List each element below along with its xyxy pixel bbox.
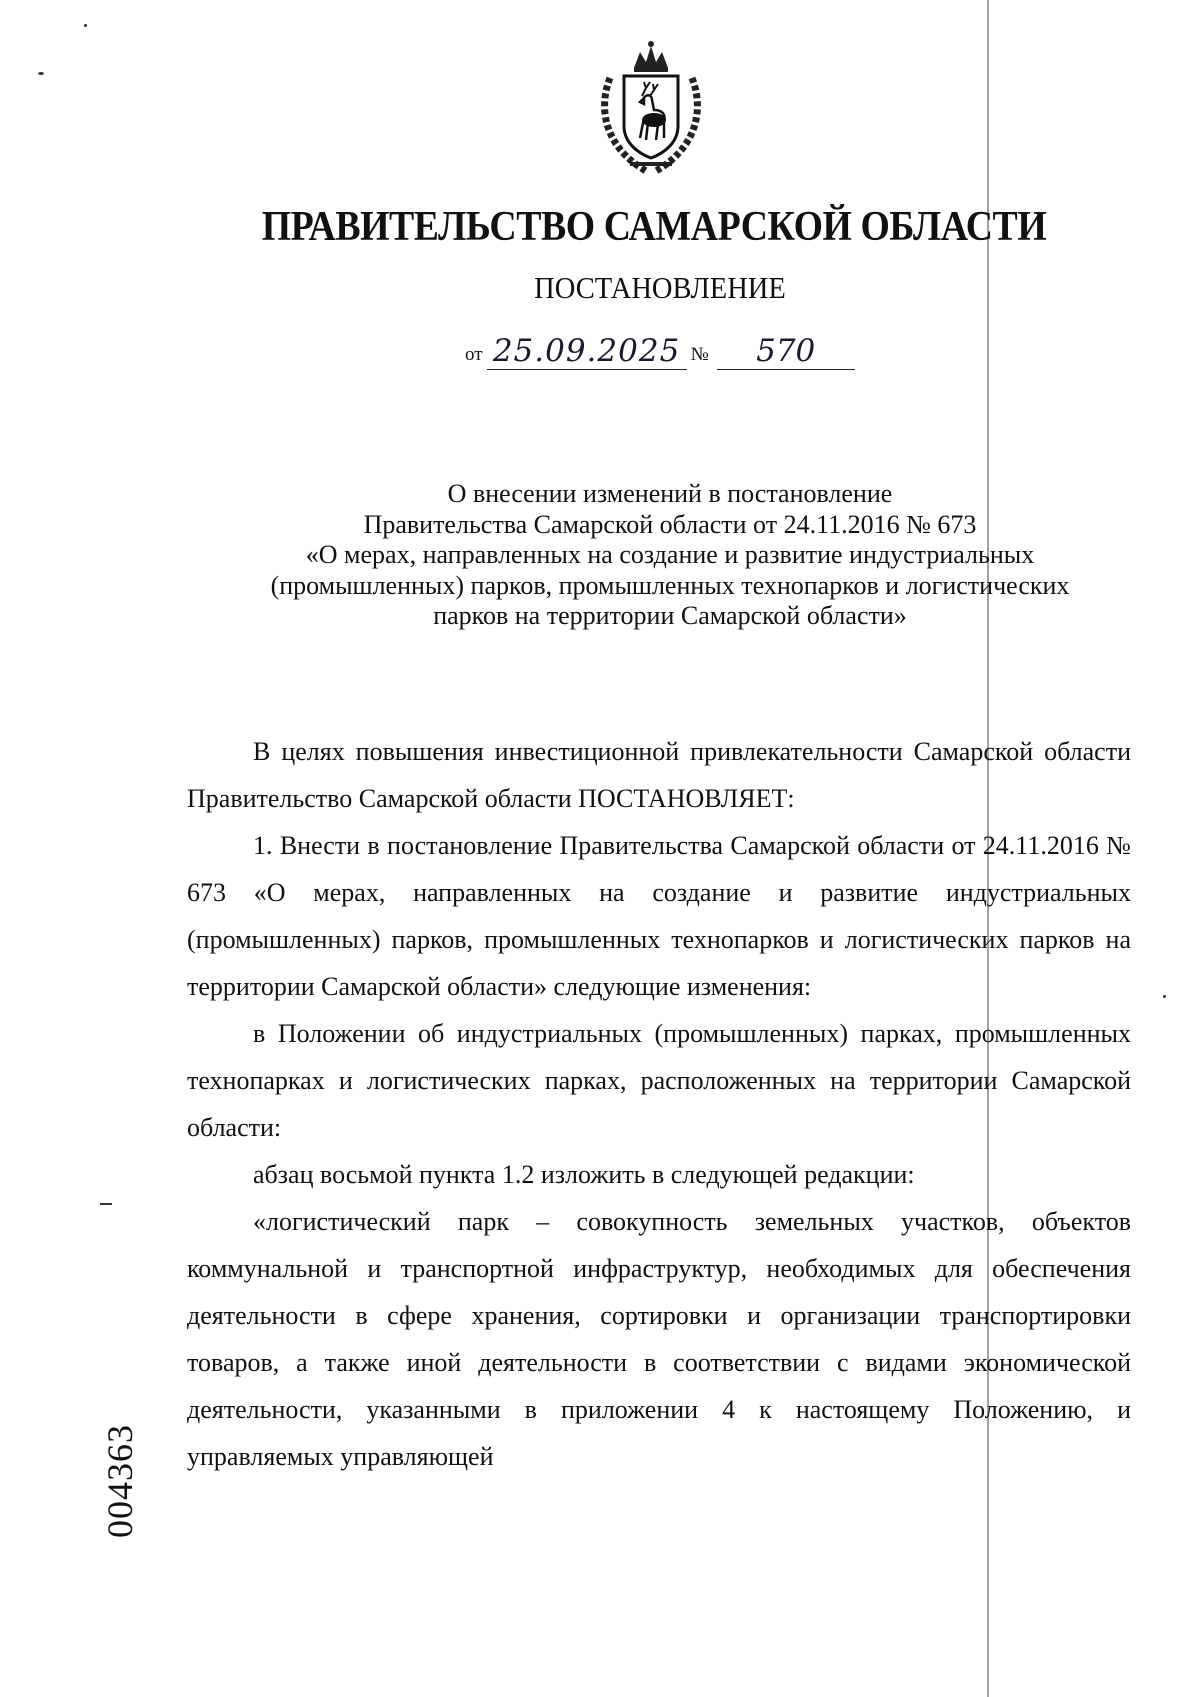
subject-line: парков на территории Самарской области» [433,601,907,630]
document-subject [215,479,1125,632]
samara-coat-of-arms-icon [590,38,712,178]
body-paragraph: 1. Внести в постановление Правительства Самарской области от 24.11.2016 № 673 «О мерах, направленных на создание и развитие индустриальных (промышленных) парков, промышленных технопарков и логистических парков на территории Самарской области» следующие изменения: [187,831,1131,1001]
scan-speck [100,1203,112,1205]
date-prefix: от [465,344,483,365]
handwritten-date: 25.09.2025 [487,333,687,370]
registration-number: 004363 [100,1424,140,1538]
body-paragraph: В целях повышения инвестиционной привлекательности Самарской области Правительство Самарской области ПОСТАНОВЛЯЕТ: [187,737,1131,813]
scan-speck [38,72,44,75]
subject-line: (промышленных) парков, промышленных технопарков и логистических [270,570,1070,600]
subject-line: Правительства Самарской области от 24.11.2016 № 673 [363,509,977,539]
scan-speck [1163,995,1166,998]
scan-speck [84,24,87,27]
subject-line: «О мерах, направленных на создание и развитие индустриальных [305,540,1035,569]
document-body [187,728,1131,1480]
subject-line: О внесении изменений в постановление [447,479,893,508]
number-prefix: № [690,344,709,365]
body-paragraph: «логистический парк – совокупность земельных участков, объектов коммунальной и транспортной инфраструктур, необходимых для обеспечения деятельности в сфере хранения, сортировки и организации транспортировки товаров, а также иной деятельности в соответствии с видами экономической деятельности, указанными в приложении 4 к настоящему Положению, и управляемых управляющей [187,1207,1131,1471]
body-paragraph: абзац восьмой пункта 1.2 изложить в следующей редакции: [253,1160,915,1189]
document-type: ПОСТАНОВЛЕНИЕ [534,270,786,305]
handwritten-number: 570 [717,333,855,370]
date-number-line [465,330,855,370]
government-title: ПРАВИТЕЛЬСТВО САМАРСКОЙ ОБЛАСТИ [261,204,1047,250]
body-paragraph: в Положении об индустриальных (промышленных) парках, промышленных технопарках и логистических парках, расположенных на территории Самарской области: [187,1019,1131,1142]
